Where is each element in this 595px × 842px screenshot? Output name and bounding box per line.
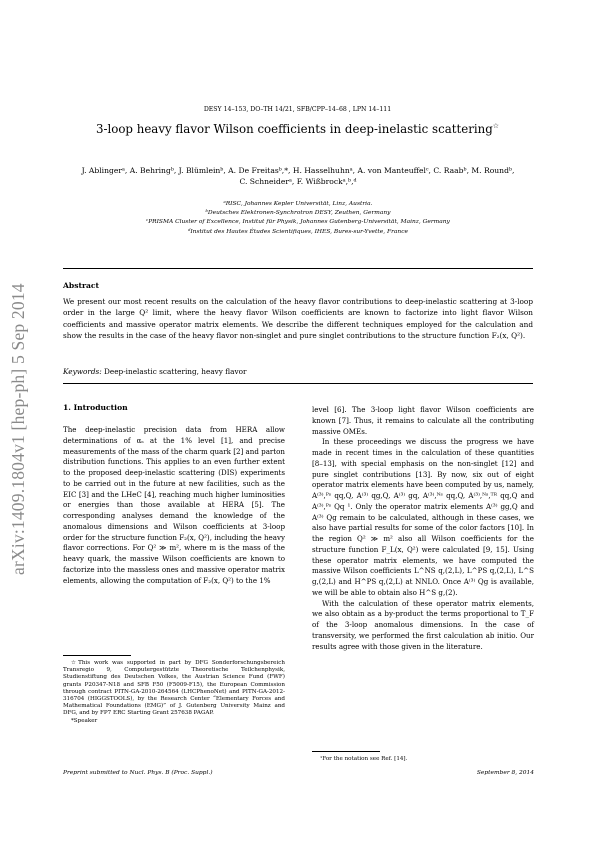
report-numbers: DESY 14–153, DO–TH 14/21, SFB/CPP–14–68 , LPN 14–111: [203, 106, 392, 113]
footnote-rule-right: [312, 751, 380, 752]
affiliations: [62, 200, 534, 237]
paragraph: level [6]. The 3-loop light flavor Wilson coefficients are known [7]. Thus, it remains to calculate all the contributing massive OMEs.: [312, 405, 534, 436]
abstract-bottom-rule: [63, 383, 533, 384]
footnote-rule-left: [63, 655, 131, 656]
abstract-top-rule: [63, 268, 533, 269]
footnote-notation: ¹For the notation see Ref. [14].: [320, 756, 408, 762]
keywords-text: Deep-inelastic scattering, heavy flavor: [104, 367, 247, 376]
footnote-funding: [63, 660, 285, 725]
paper-title: [0, 122, 595, 136]
arxiv-stamp: arXiv:1409.1804v1 [hep-ph] 5 Sep 2014: [8, 283, 28, 575]
paragraph: The deep-inelastic precision data from HERA allow determinations of αₛ at the 1% level [1], and precise measurements of the mass of the charm quark [2] and parton distribution functions. This applies to an even further extent to the proposed deep-inelastic scattering (DIS) experiments to be carried out in the future at new facilities, such as the EIC [3] and the LHeC [4], reaching much higher luminosities or energies than those available at HERA [5]. The corresponding analyses demand the knowledge of the anomalous dimensions and Wilson coefficients at 3-loop order for the structure function F₂(x, Q²), including the heavy flavor corrections. For Q² ≫ m², where m is the mass of the heavy quark, the massive Wilson coefficients are known to factorize into the massless ones and massive operator matrix elements, allowing the computation of F₂(x, Q²) to the 1%: [63, 425, 285, 585]
footer-journal: Preprint submitted to Nucl. Phys. B (Proc. Suppl.): [63, 770, 213, 776]
abstract-text: We present our most recent results on the calculation of the heavy flavor contributions to deep-inelastic scattering at 3-loop order in the large Q² limit, where the heavy flavor Wilson coefficients are known to factorize into light flavor Wilson coefficients and massive operator matrix elements. We describe the different techniques employed for the calculation and show the results in the case of the heavy flavor non-singlet and pure singlet contributions to the structure function F₂(x, Q²).: [63, 297, 533, 341]
footnote-text: ☆This work was supported in part by DFG Sonderforschungsbereich Transregio 9, Computergestützte Theoretische Teilchenphysik, Studienstiftung des Deutschen Volkes, the Austrian Science Fund (FWF) grants P20347-N18 and SFB F50 (F5009-F15), the European Commission through contract PITN-GA-2010-264564 (LHCPhenoNet) and PITN-GA-2012-316704 (HIGGSTOOLS), by the Research Center “Elementary Forces and Mathematical Foundations (EMG)” of J. Gutenberg University Mainz and DFG, and by FP7 ERC Starting Grant 257638 PAGAP.: [63, 660, 285, 717]
keywords-label: Keywords:: [63, 367, 102, 376]
section-heading: 1. Introduction: [63, 403, 128, 412]
footnote-speaker: *Speaker: [71, 717, 98, 724]
right-column: [312, 405, 534, 652]
left-column: [63, 425, 285, 586]
paragraph: With the calculation of these operator matrix elements, we also obtain as a by-product the terms proportional to T_F of the 3-loop anomalous dimensions. In the case of transversity, we performed the first calculation ab initio. Our results agree with those given in the literature.: [312, 598, 534, 651]
author-line: C. Schneiderᵃ, F. Wißbrockᵃ,ᵇ,ᵈ: [239, 177, 357, 186]
affiliation: ᵃRISC, Johannes Kepler Universität, Linz, Austria.: [223, 201, 373, 207]
affiliation: ᵇDeutsches Elektronen-Synchrotron DESY, Zeuthen, Germany: [205, 210, 391, 217]
title-text: 3-loop heavy flavor Wilson coefficients in deep-inelastic scattering: [95, 122, 493, 136]
affiliation: ᵈInstitut des Hautes Études Scientifiques, IHES, Bures-sur-Yvette, France: [187, 228, 408, 235]
affiliation: ᶜPRISMA Cluster of Excellence, Institut für Physik, Johannes Gutenberg-Universität, Mainz, Germany: [146, 219, 450, 226]
abstract-heading: Abstract: [63, 281, 100, 290]
author-list: [62, 165, 534, 187]
title-footnote-mark: ☆: [492, 122, 500, 131]
footer-date: September 8, 2014: [476, 770, 534, 776]
paragraph: In these proceedings we discuss the progress we have made in recent times in the calculation of these quantities [8–13], with special emphasis on the non-singlet [12] and pure singlet contributions [13]. By now, six out of eight operator matrix elements have been computed by us, namely, A⁽³⁾,ᴾˢ qq,Q, A⁽³⁾ qg,Q, A⁽³⁾ gq, A⁽³⁾,ᴺˢ qq,Q, A⁽³⁾,ᴺˢ,ᵀᴿ qq,Q and A⁽³⁾,ᴾˢ Qq ¹. Only the operator matrix elements A⁽³⁾ gg,Q and A⁽³⁾ Qg remain to be calculated, although in these cases, we also have partial results for some of the color factors [10]. In the region Q² ≫ m² also all Wilson coefficients for the structure function F_L(x, Q²) were calculated [9, 15]. Using these operator matrix elements, we have computed the massive Wilson coefficients L^NS q,(2,L), L^PS q,(2,L), L^S g,(2,L) and H^PS q,(2,L) at NNLO. Once A⁽³⁾ Qg is available, we will be able to obtain also H^S g,(2).: [312, 437, 534, 597]
author-line: J. Ablingerᵃ, A. Behringᵇ, J. Blümleinᵇ, A. De Freitasᵇ,*, H. Hasselhuhnᵃ, A. von Manteuffelᶜ, C. Raabᵇ, M. Roundᵇ,: [81, 166, 515, 175]
keywords: [63, 367, 246, 376]
